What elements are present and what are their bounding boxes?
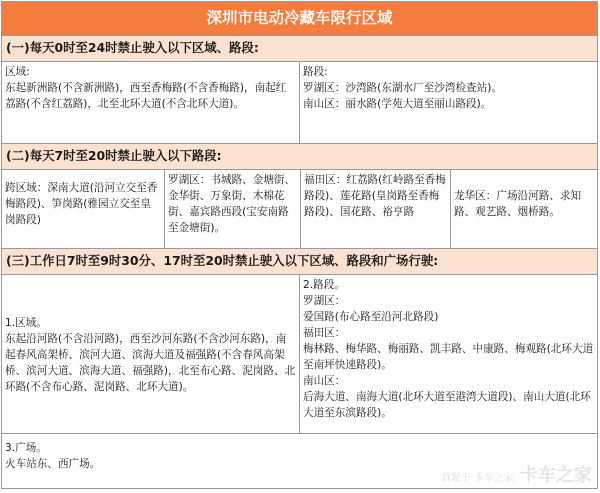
section-3-heading: (三)工作日7时至9时30分、17时至20时禁止驶入以下区域、路段和广场行驶: xyxy=(2,248,597,274)
section-2-heading: (二)每天7时至20时禁止驶入以下路段: xyxy=(2,143,597,169)
section-3-plaza-cell: 3.广场。 火车站东、西广场。 xyxy=(2,433,597,488)
section-2-futian-cell: 福田区：红荔路(红岭路至香梅路段)、莲花路(皇岗路至香梅路段)、国花路、裕亨路 xyxy=(300,169,450,248)
section-2-luohu-cell: 罗湖区：书城路、金塘街、金华街、万象街、木棉花街、嘉宾路西段(宝安南路至金塘街)。 xyxy=(164,169,300,248)
watermark-small-text: 首发于 卡车之家 xyxy=(440,473,514,484)
section-2-longhua-cell: 龙华区：广场沿河路、求知路、观艺路、烟桥路。 xyxy=(450,169,597,248)
restriction-table xyxy=(1,1,598,489)
table-title: 深圳市电动冷藏车限行区域 xyxy=(2,2,597,35)
watermark xyxy=(441,461,592,487)
section-1-roads-cell: 路段: 罗湖区：沙湾路(东湖水厂至沙湾检查站)。 南山区：丽水路(学苑大道至丽山路段)。 xyxy=(299,61,597,143)
section-3-roads-cell: 2.路段。 罗湖区： 爱国路(布心路至沿河北路段) 福田区： 梅林路、梅华路、梅丽路、凯丰路、中康路、梅观路(北环大道至南坪快速路段)。 南山区： 后海大道、南海大道(北环大道至港湾大道段)、南山大道(北环大道至东滨路段)。 xyxy=(299,274,597,433)
section-3-area-cell: 1.区域。 东起沿河路(不含沿河路)，西至沙河东路(不含沙河东路)，南起春风高架桥、滨河大道、滨海大道及福强路(不含春风高架桥、滨河大道、滨海大道、福强路)，北至布心路、泥岗路、北环路(不含布心路、泥岗路、北环大道)。 xyxy=(2,274,299,433)
section-1-area-cell: 区域: 东起新洲路(不含新洲路)，西至香梅路(不含香梅路)，南起红荔路(不含红荔路)，北至北环大道(不含北环大道)。 xyxy=(2,61,299,143)
watermark-logo-text: 卡车之家 xyxy=(520,465,592,486)
section-1-heading: (一)每天0时至24时禁止驶入以下区域、路段: xyxy=(2,35,597,61)
section-2-cross-district-cell: 跨区域：深南大道(沿河立交至香梅路段)、笋岗路(雅园立交至皇岗路段) xyxy=(2,169,164,248)
